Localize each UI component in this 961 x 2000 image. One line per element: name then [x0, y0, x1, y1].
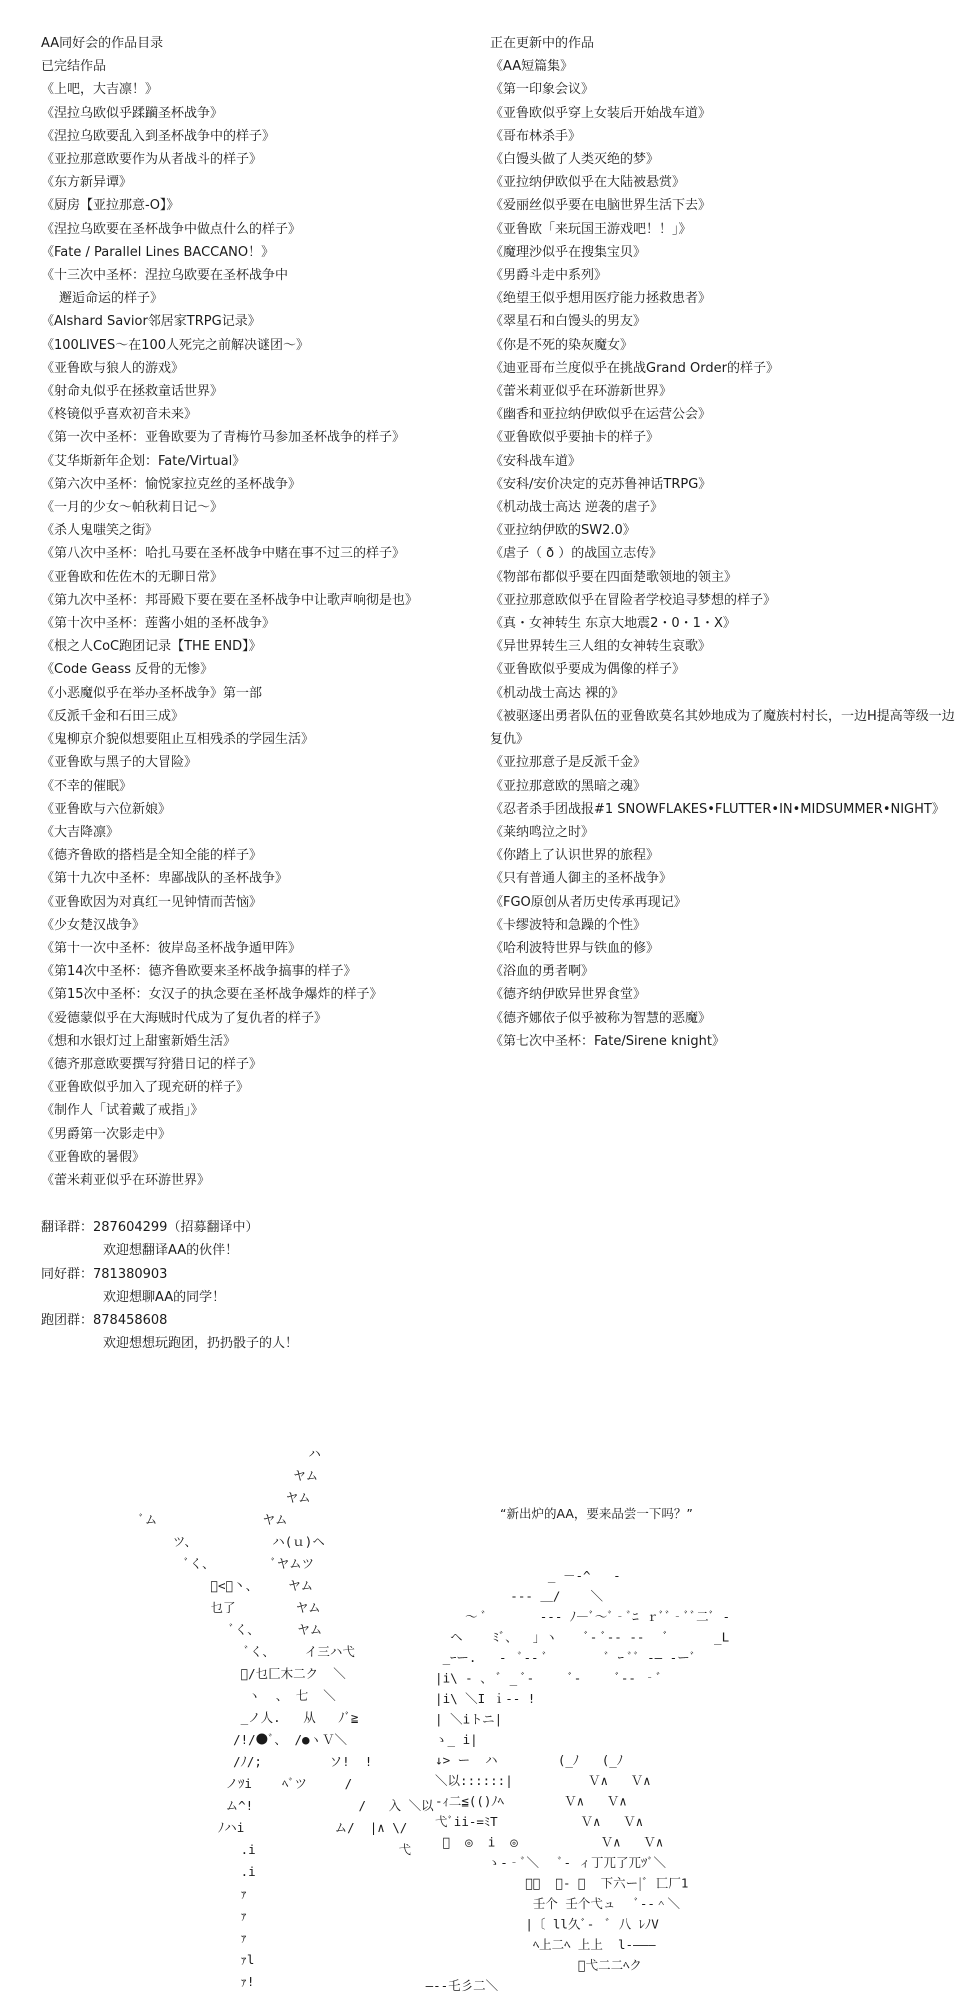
list-item: 《涅拉乌欧要在圣杯战争中做点什么的样子》 — [41, 221, 302, 237]
ascii-art-line: .i — [60, 1864, 256, 1879]
ascii-art-line: ﾍ上二ﾍ 上上 l‐――― — [420, 1937, 656, 1952]
ascii-art-line: ノﾂi ﾍﾞツ / — [60, 1776, 353, 1791]
list-item: 《根之人CoC跑团记录【THE END】》 — [41, 639, 262, 655]
ascii-art-line: _ｰー. ‐ ﾞ‐‐ ﾞ ﾞ ｰ ﾞﾞ ‐― ‐ーﾞ — [420, 1650, 696, 1665]
list-item: 《机动战士高达 逆袭的虐子》 — [490, 500, 664, 516]
group-number: 781380903 — [93, 1266, 168, 1282]
ascii-art-line: ｧ — [60, 1886, 247, 1901]
completed-works-list — [41, 78, 481, 1192]
ascii-art-line: ヽ 、 七 ＼ — [60, 1688, 336, 1703]
list-item: 《异世界转生三人组的女神转生哀歌》 — [490, 639, 712, 655]
list-item: 《亚鲁欧「来玩国王游戏吧！！」》 — [490, 221, 692, 237]
list-item: 《真・女神转生 东京大地震2・0・1・X》 — [490, 616, 736, 632]
ascii-art-line: |i\ ＼I ｉ‐‐ ! — [420, 1691, 536, 1706]
ascii-art-illustration — [0, 1440, 961, 2000]
list-item: 《涅拉乌欧似乎蹂躏圣杯战争》 — [41, 105, 224, 121]
ascii-art-line: ﾞく、 ﾞヤムツ — [60, 1556, 315, 1571]
ascii-art-line: ﾞ＼ ﾞ‐ ＼ 下六ー|ﾞ 匸厂1 — [420, 1875, 689, 1891]
list-item: 《安科/安价决定的克苏鲁神话TRPG》 — [490, 476, 712, 492]
ascii-art-line: ＼以::::::| Ｖ∧ Ｖ∧ — [420, 1773, 651, 1788]
list-item: 《白馒头做了人类灭绝的梦》 — [490, 152, 660, 168]
ascii-art-line: _ノ人. 从 ﾉﾞ≧ — [60, 1710, 359, 1725]
list-item: 《第九次中圣杯：邦哥殿下要在要在圣杯战争中让歌声响彻是也》 — [41, 592, 419, 608]
list-item: 《AA短篇集》 — [490, 59, 574, 75]
list-item: 《第六次中圣杯：愉悦家拉克丝的圣杯战争》 — [41, 476, 302, 492]
ascii-art-line: | ＼iトニ| — [420, 1711, 503, 1727]
page-title: AA同好会的作品目录 — [41, 36, 164, 51]
ascii-art-line: ﾞく、 イ三ハ弋 — [60, 1644, 355, 1659]
list-item: 《东方新异谭》 — [41, 175, 133, 191]
ascii-art-line: ヤム — [60, 1490, 311, 1505]
speech-text: “新出炉的AA，要来品尝一下吗？” — [500, 1506, 693, 1521]
list-item: 《Fate / Parallel Lines BACCANO！》 — [41, 244, 275, 260]
ascii-art-line: 壬个 壬个弋ュ ﾞ‐‐＾＼ — [420, 1896, 680, 1911]
ascii-art-line: .i 弋 — [60, 1842, 412, 1857]
list-item: 《亚鲁欧和佐佐木的无聊日常》 — [41, 569, 224, 585]
list-item: 《第十九次中圣杯：卑鄙战队的圣杯战争》 — [41, 871, 289, 887]
ongoing-section-heading: 正在更新中的作品 — [490, 36, 595, 51]
list-item: 《幽香和亚拉纳伊欧似乎在运营公会》 — [490, 407, 712, 423]
group-label: 跑团群： — [41, 1312, 94, 1328]
list-item: 《浴血的勇者啊》 — [490, 964, 595, 980]
list-item: 《被驱逐出勇者队伍的亚鲁欧莫名其妙地成为了魔族村村长，一边H提高等级一边复仇》 — [490, 708, 955, 748]
list-item: 邂逅命运的样子》 — [59, 291, 164, 307]
ascii-art-line: |i\ ‐ 、 ﾞ _ ﾞ‐ ﾞ‐ ﾞ‐‐ ‐ﾞ — [420, 1670, 663, 1686]
ascii-art-line: 乜了 ヤム — [60, 1600, 321, 1615]
list-item: 《100LIVES～在100人死完之前解决谜团～》 — [41, 337, 310, 353]
list-item: 《第八次中圣杯：哈扎马要在圣杯战争中赌在事不过三的样子》 — [41, 546, 406, 562]
ascii-art-line: ゝ-‐ﾞ＼ ﾞ‐ ィ丁兀了兀ﾂﾞ＼ — [420, 1855, 667, 1870]
ascii-art-line: ﾞ弋二二ﾍク — [420, 1957, 642, 1973]
list-item: 《制作人「试着戴了戒指」》 — [41, 1103, 204, 1119]
ascii-art-line: ｧ — [60, 1908, 247, 1923]
ascii-art-line: _ －‐^ ‐ — [420, 1568, 621, 1583]
list-item: 《蕾米莉亚似乎在环游世界》 — [41, 1172, 211, 1188]
list-item: 《魔理沙似乎在搜集宝贝》 — [490, 244, 647, 260]
right-column — [490, 32, 960, 1053]
group-description: 欢迎想聊AA的同学！ — [103, 1289, 226, 1305]
list-item: 《FGO原创从者历史传承再现记》 — [490, 894, 687, 910]
list-item: 《德齐娜依子似乎被称为智慧的恶魔》 — [490, 1010, 712, 1026]
group-label: 同好群： — [41, 1266, 94, 1282]
ascii-art-line: ム^! / 入 ＼以 — [60, 1798, 434, 1813]
ascii-art-line: ‐‐‐ ＿/ ＼ — [420, 1588, 604, 1604]
ascii-art-line: ↓> ー ハ (_ﾉ (_ﾉ — [420, 1752, 624, 1768]
ascii-art-line: ﾞく、 ヤム — [60, 1622, 323, 1637]
list-item: 《德齐鲁欧的搭档是全知全能的样子》 — [41, 848, 263, 864]
list-item: 《你是不死的染灰魔女》 — [490, 337, 634, 353]
list-item: 《莱纳鸣泣之时》 — [490, 824, 595, 840]
list-item: 《你踏上了认识世界的旅程》 — [490, 848, 660, 864]
list-item: 《少女楚汉战争》 — [41, 917, 146, 933]
ascii-art-line: ヘ ﾐﾞ、 」ヽ ﾞ‐ ﾞ‐‐ ‐‐ ﾞ _L — [420, 1629, 730, 1645]
list-item: 《十三次中圣杯：涅拉乌欧要在圣杯战争中 — [41, 268, 289, 284]
ascii-art-line: |〔 ll久ﾞ‐ ﾞ 八 ﾚﾉV — [420, 1916, 659, 1932]
list-item: 《亚拉那意子是反派千金》 — [490, 755, 647, 771]
list-item: 《第15次中圣杯：女汉子的执念要在圣杯战争爆炸的样子》 — [41, 987, 383, 1003]
list-item: 《第一印象会议》 — [490, 82, 595, 98]
list-item: 《爱德蒙似乎在大海贼时代成为了复仇者的样子》 — [41, 1010, 328, 1026]
list-item: 《艾华斯新年企划：Fate/Virtual》 — [41, 453, 246, 469]
group-row — [41, 1216, 481, 1239]
group-info — [41, 1216, 481, 1355]
list-item: 《亚鲁欧与六位新娘》 — [41, 801, 172, 817]
left-column — [41, 32, 481, 1355]
group-number: 878458608 — [93, 1312, 168, 1328]
list-item: 《Alshard Savior邻居家TRPG记录》 — [41, 314, 261, 330]
list-item: 《翠星石和白馒头的男友》 — [490, 314, 647, 330]
group-row — [41, 1309, 481, 1332]
list-item: 《亚拉纳伊欧似乎在大陆被悬赏》 — [490, 175, 686, 191]
list-item: 《物部布都似乎要在四面楚歌领地的领主》 — [490, 569, 738, 585]
list-item: 《不幸的催眠》 — [41, 778, 133, 794]
list-item: 《亚鲁欧似乎要成为偶像的样子》 — [490, 662, 686, 678]
ascii-art-line: /ﾉ/; ソ! ! — [60, 1754, 373, 1769]
list-item: 《上吧，大吉凛！》 — [41, 82, 159, 98]
list-item: 《亚拉纳伊欧的SW2.0》 — [490, 523, 636, 539]
list-item: 《鬼柳京介貌似想要阻止互相残杀的学园生活》 — [41, 732, 315, 748]
list-item: 《亚鲁欧似乎穿上女装后开始战车道》 — [490, 105, 712, 121]
list-item: 《绝望王似乎想用医疗能力拯救患者》 — [490, 291, 712, 307]
list-item: 《柊镜似乎喜欢初音未来》 — [41, 407, 198, 423]
list-item: 《男爵第一次影走中》 — [41, 1126, 172, 1142]
group-row — [41, 1263, 481, 1286]
ascii-art-line: -ｨ二≦(()ﾉﾍ Ｖ∧ Ｖ∧ — [420, 1793, 627, 1809]
ascii-art-line: ｧ — [60, 1930, 247, 1945]
list-item: 《一月的少女～帕秋莉日记～》 — [41, 500, 224, 516]
list-item: 《亚拉那意欧的黑暗之魂》 — [490, 778, 647, 794]
completed-section-heading: 已完结作品 — [41, 59, 107, 75]
list-item: 《第七次中圣杯：Fate/Sirene knight》 — [490, 1033, 725, 1049]
list-item: 《第一次中圣杯：亚鲁欧要为了青梅竹马参加圣杯战争的样子》 — [41, 430, 406, 446]
ascii-art-line: ―‐‐乇彡二＼ — [260, 1978, 499, 1993]
list-item: 《卡缪波特和急躁的个性》 — [490, 917, 647, 933]
ascii-art-line: ゝ_ i| — [420, 1732, 478, 1747]
ascii-art-line: ～ ﾞ ‐‐‐ ﾉ―ﾞ～ﾞ‐ﾞﾆ ｒﾞﾞ‐ﾞﾞ二ﾞ ‐ — [420, 1609, 730, 1624]
list-item: 《蕾米莉亚似乎在环游新世界》 — [490, 384, 673, 400]
list-item: 《亚拉那意欧要作为从者战斗的样子》 — [41, 152, 263, 168]
list-item: 《亚鲁欧与狼人的游戏》 — [41, 360, 185, 376]
ongoing-works-list — [490, 55, 960, 1053]
ascii-art-line: ﾞ/乜匚木二ク ＼ — [60, 1666, 346, 1681]
list-item: 《哈利波特世界与铁血的修》 — [490, 940, 660, 956]
list-item: 《大吉降凛》 — [41, 824, 120, 840]
ascii-art-line: ﾞ<ﾞ丶、 ヤム — [60, 1578, 314, 1593]
list-item: 《爱丽丝似乎要在电脑世界生活下去》 — [490, 198, 712, 214]
group-description: 欢迎想想玩跑团，扔扔骰子的人！ — [103, 1336, 299, 1352]
list-item: 《杀人鬼嗤笑之街》 — [41, 523, 159, 539]
list-item: 《亚鲁欧与黑子的大冒险》 — [41, 755, 198, 771]
list-item: 《亚鲁欧因为对真红一见钟情而苦恼》 — [41, 894, 263, 910]
group-description: 欢迎想翻译AA的伙伴！ — [103, 1243, 239, 1259]
list-item: 《只有普通人御主的圣杯战争》 — [490, 871, 673, 887]
list-item: 《德齐那意欧要撰写狩猎日记的样子》 — [41, 1056, 263, 1072]
list-item: 《亚鲁欧似乎要抽卡的样子》 — [490, 430, 660, 446]
group-number: 287604299（招募翻译中） — [93, 1220, 259, 1236]
ascii-art-line: ｧl — [60, 1952, 255, 1967]
list-item: 《想和水银灯过上甜蜜新婚生活》 — [41, 1033, 237, 1049]
ascii-art-line: ヤム — [60, 1468, 319, 1483]
list-item: 《迪亚哥布兰度似乎在挑战Grand Order的样子》 — [490, 360, 779, 376]
ascii-art-line: ﾞ ◎ i ◎ Ｖ∧ Ｖ∧ — [420, 1834, 664, 1850]
group-label: 翻译群： — [41, 1220, 94, 1236]
list-item: 《Code Geass 反骨的无惨》 — [41, 662, 214, 678]
list-item: 《机动战士高达 裸的》 — [490, 685, 625, 701]
ascii-art-line: ｧ! — [60, 1974, 255, 1989]
list-item: 《小恶魔似乎在举办圣杯战争》第一部 — [41, 685, 263, 701]
list-item: 《虐子（ ð ）的战国立志传》 — [490, 546, 663, 562]
ascii-art-line: ﾉハi ム/ |∧ \/ — [60, 1820, 408, 1835]
list-item: 《第十次中圣杯：莲酱小姐的圣杯战争》 — [41, 616, 276, 632]
ascii-art-line: ハ — [60, 1446, 321, 1461]
list-item: 《亚拉那意欧似乎在冒险者学校追寻梦想的样子》 — [490, 592, 777, 608]
list-item: 《德齐纳伊欧异世界食堂》 — [490, 987, 647, 1003]
list-item: 《男爵斗走中系列》 — [490, 268, 608, 284]
list-item: 《安科战车道》 — [490, 453, 582, 469]
list-item: 《忍者杀手团战报#1 SNOWFLAKES•FLUTTER•IN•MIDSUMMER•NIGHT》 — [490, 801, 945, 817]
ascii-art-line: ﾞム ヤム — [60, 1512, 288, 1527]
list-item: 《第十一次中圣杯：彼岸岛圣杯战争遁甲阵》 — [41, 940, 302, 956]
list-item: 《哥布林杀手》 — [490, 128, 582, 144]
list-item: 《射命丸似乎在拯救童话世界》 — [41, 384, 224, 400]
list-item: 《亚鲁欧似乎加入了现充研的样子》 — [41, 1080, 250, 1096]
list-item: 《涅拉乌欧要乱入到圣杯战争中的样子》 — [41, 128, 276, 144]
ascii-art-line: /!/●ﾞ、 /●ヽＶ＼ — [60, 1732, 347, 1747]
ascii-art-line: 弋ﾞii-=ﾐT Ｖ∧ Ｖ∧ — [420, 1814, 644, 1829]
list-item: 《亚鲁欧的暑假》 — [41, 1149, 146, 1165]
list-item: 《第14次中圣杯：德齐鲁欧要来圣杯战争搞事的样子》 — [41, 964, 357, 980]
ascii-art-line: ツ、 ハ(ｕ)ヘ — [60, 1534, 325, 1549]
list-item: 《反派千金和石田三成》 — [41, 708, 185, 724]
list-item: 《厨房【亚拉那意-O】》 — [41, 198, 180, 214]
